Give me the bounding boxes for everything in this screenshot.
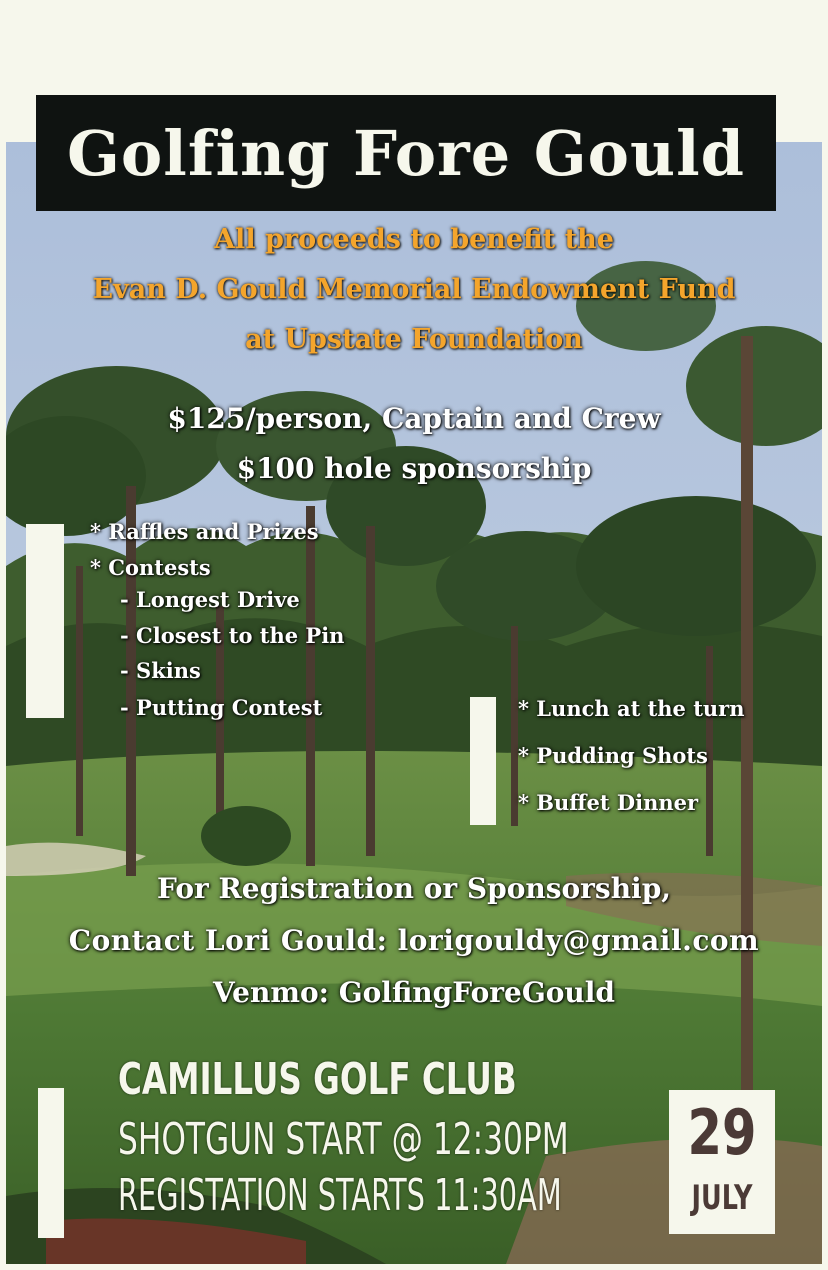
list-item-contests: * Contests — [90, 555, 211, 580]
date-badge — [669, 1090, 775, 1234]
list-item-buffet: * Buffet Dinner — [518, 790, 699, 815]
venue-bar — [38, 1088, 64, 1238]
list-item-raffles: * Raffles and Prizes — [90, 519, 319, 544]
date-month: JULY — [691, 1178, 753, 1218]
benefit-line-2: Evan D. Gould Memorial Endowment Fund — [92, 274, 736, 305]
contact-line: Contact Lori Gould: lorigouldy@gmail.com — [68, 924, 760, 957]
list-item-skins: - Skins — [120, 658, 201, 683]
list-item-lunch: * Lunch at the turn — [518, 696, 745, 721]
benefit-line-3: at Upstate Foundation — [245, 324, 583, 355]
hole-sponsorship-price: $100 hole sponsorship — [236, 452, 592, 485]
date-day: 29 — [687, 1096, 757, 1169]
venue-name: CAMILLUS GOLF CLUB — [118, 1054, 517, 1105]
event-title: Golfing Fore Gould — [66, 116, 746, 190]
right-list-bar — [470, 697, 496, 825]
benefit-line-1: All proceeds to benefit the — [214, 224, 614, 255]
list-item-pudding-shots: * Pudding Shots — [518, 743, 708, 768]
list-item-longest-drive: - Longest Drive — [120, 587, 300, 612]
list-item-closest-pin: - Closest to the Pin — [120, 623, 345, 648]
registration-heading: For Registration or Sponsorship, — [156, 872, 672, 905]
list-item-putting: - Putting Contest — [120, 695, 323, 720]
venmo-line: Venmo: GolfingForeGould — [213, 976, 615, 1009]
shotgun-start: SHOTGUN START @ 12:30PM — [118, 1114, 569, 1165]
left-list-bar — [26, 524, 64, 718]
flyer — [6, 6, 822, 1264]
price-per-person: $125/person, Captain and Crew — [167, 402, 661, 435]
registration-start: REGISTATION STARTS 11:30AM — [118, 1170, 562, 1221]
title-banner — [36, 95, 776, 211]
